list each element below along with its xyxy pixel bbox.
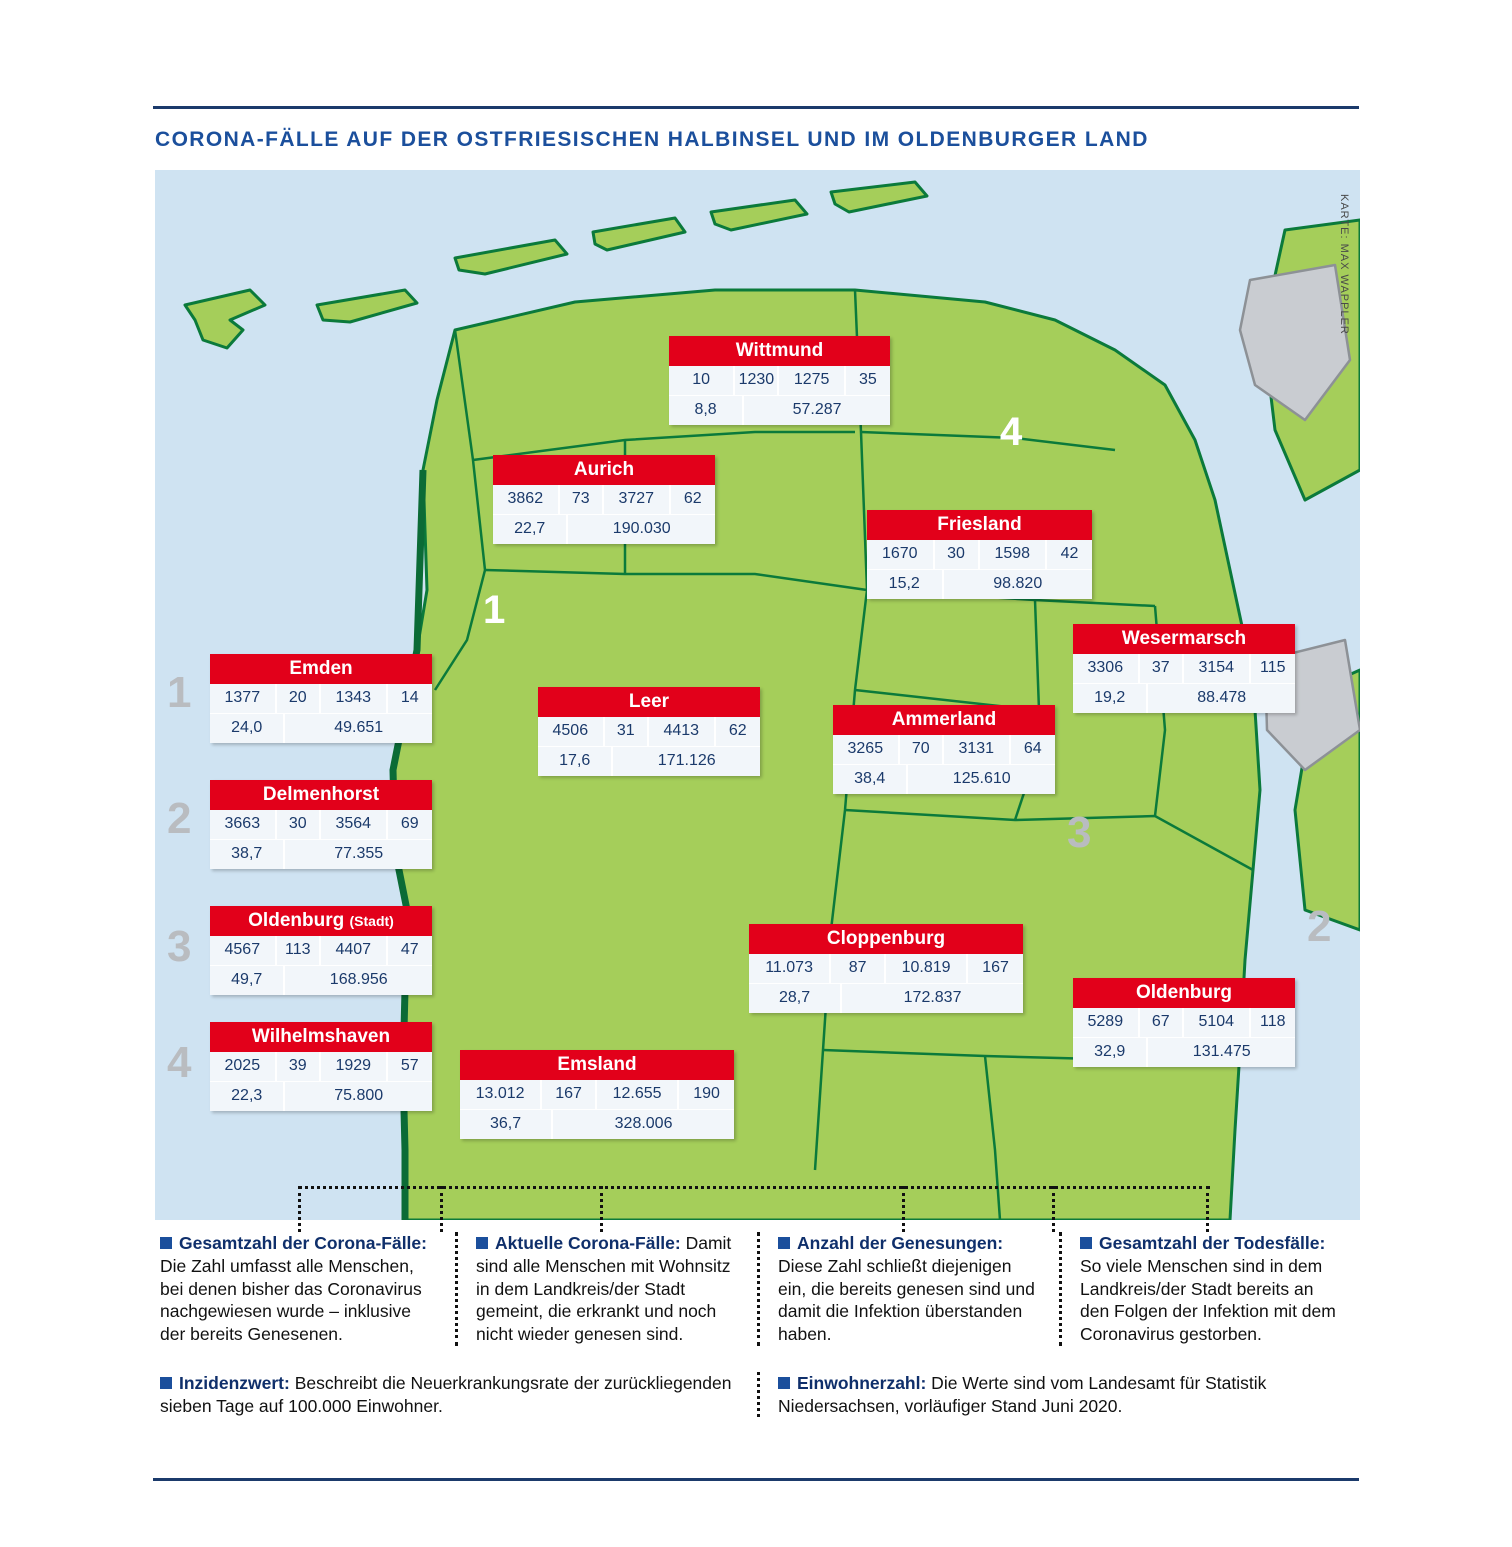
region-row-counts (669, 366, 890, 396)
map-marker-2: 2 (1307, 902, 1332, 951)
region-row-meta (493, 515, 715, 544)
legend-title: Inzidenzwert: (179, 1372, 290, 1393)
legend-columns (155, 1232, 1360, 1346)
legend-title: Aktuelle Corona-Fälle: (495, 1233, 681, 1253)
legend-guide-3 (600, 1186, 603, 1232)
incidence-value: 38,4 (833, 765, 908, 794)
legend-item-incidence (155, 1372, 757, 1418)
region-title: Ammerland (833, 705, 1055, 735)
recovered-cases: 1929 (321, 1052, 388, 1081)
region-title: Aurich (493, 455, 715, 485)
incidence-value: 36,7 (460, 1110, 553, 1139)
region-title: Oldenburg (1073, 978, 1295, 1008)
region-row-counts (833, 735, 1055, 765)
legend-guide-4 (902, 1186, 905, 1232)
legend-guide-1 (298, 1186, 301, 1232)
region-row-counts (210, 1052, 432, 1082)
region-row-counts (749, 954, 1023, 984)
recovered-cases: 3727 (604, 485, 671, 514)
incidence-value: 38,7 (210, 840, 285, 869)
region-title: Cloppenburg (749, 924, 1023, 954)
population-value: 49.651 (334, 719, 384, 736)
region-row-counts (1073, 1008, 1295, 1038)
recovered-cases: 12.655 (597, 1080, 679, 1109)
incidence-value: 22,7 (493, 515, 568, 544)
active-cases: 87 (831, 954, 886, 983)
population-value: 98.820 (993, 575, 1043, 592)
region-box-cloppenburg[interactable] (749, 924, 1023, 1013)
region-box-wesermarsch[interactable] (1073, 624, 1295, 713)
legend-guide-horizontal (298, 1186, 1210, 1189)
bullet-square-icon (160, 1377, 172, 1389)
legend (155, 1232, 1360, 1417)
active-cases: 167 (542, 1080, 597, 1109)
recovered-cases: 3154 (1184, 654, 1251, 683)
total-cases: 3663 (210, 810, 277, 839)
active-cases: 113 (277, 936, 321, 965)
island-4 (593, 218, 685, 250)
population-value: 190.030 (612, 520, 671, 537)
bullet-square-icon (1080, 1237, 1092, 1249)
population-value: 172.837 (903, 989, 962, 1006)
region-row-counts (1073, 654, 1295, 684)
bullet-square-icon (160, 1237, 172, 1249)
active-cases: 30 (935, 540, 980, 569)
region-row-meta (210, 840, 432, 869)
incidence-value: 19,2 (1073, 684, 1148, 713)
total-cases: 5289 (1073, 1008, 1140, 1037)
total-cases: 11.073 (749, 954, 831, 983)
incidence-value: 8,8 (669, 396, 744, 425)
incidence-value: 32,9 (1073, 1038, 1148, 1067)
legend-title: Gesamtzahl der Todesfälle: (1099, 1233, 1326, 1253)
death-cases: 69 (400, 815, 419, 832)
death-cases: 64 (1023, 740, 1042, 757)
incidence-value: 15,2 (867, 570, 944, 599)
active-cases: 67 (1140, 1008, 1184, 1037)
population-value: 171.126 (657, 752, 716, 769)
region-row-counts (460, 1080, 734, 1110)
legend-body: Beschreibt die Neuerkrankungsrate der zurückliegenden sieben Tage auf 100.000 Einwohner. (160, 1372, 732, 1416)
map-marker-4: 4 (1000, 410, 1023, 454)
incidence-value: 49,7 (210, 966, 285, 995)
death-cases: 167 (982, 959, 1009, 976)
map-marker-3: 3 (1067, 808, 1092, 857)
region-box-emden[interactable] (210, 654, 432, 743)
legend-guide-2 (440, 1186, 443, 1232)
region-box-aurich[interactable] (493, 455, 715, 544)
recovered-cases: 3564 (321, 810, 388, 839)
region-row-counts (210, 936, 432, 966)
island-2 (317, 290, 417, 322)
region-title: Wittmund (669, 336, 890, 366)
sidebar-number-1: 1 (167, 668, 192, 717)
region-title: Wilhelmshaven (210, 1022, 432, 1052)
population-value: 125.610 (952, 770, 1011, 787)
region-row-meta (1073, 684, 1295, 713)
bullet-square-icon (476, 1237, 488, 1249)
region-title: Oldenburg (Stadt) (210, 906, 432, 936)
legend-body: Diese Zahl schließt diejenigen ein, die bereits genesen sind und damit die Infektion überstanden haben. (778, 1255, 1035, 1344)
region-row-meta (749, 984, 1023, 1013)
total-cases: 4506 (538, 717, 605, 746)
recovered-cases: 1343 (321, 684, 388, 713)
legend-item-total (155, 1232, 455, 1346)
active-cases: 73 (560, 485, 604, 514)
sidebar-number-3: 3 (167, 922, 192, 971)
incidence-value: 17,6 (538, 747, 613, 776)
total-cases: 3265 (833, 735, 900, 764)
population-value: 328.006 (614, 1115, 673, 1132)
legend-item-active (455, 1232, 757, 1346)
legend-text (476, 1232, 739, 1346)
legend-text (160, 1372, 735, 1418)
recovered-cases: 4413 (649, 717, 716, 746)
region-title: Emden (210, 654, 432, 684)
region-row-meta (867, 570, 1092, 599)
page-title: CORONA-FÄLLE AUF DER OSTFRIESISCHEN HALBINSEL UND IM OLDENBURGER LAND (155, 128, 1149, 151)
region-row-meta (210, 714, 432, 743)
recovered-cases: 1275 (779, 366, 845, 395)
incidence-value: 28,7 (749, 984, 842, 1013)
population-value: 88.478 (1197, 689, 1247, 706)
legend-text (160, 1232, 437, 1346)
bottom-rule (153, 1478, 1359, 1481)
legend-item-recovered (757, 1232, 1059, 1346)
death-cases: 57 (400, 1057, 419, 1074)
legend-guide-5 (1052, 1186, 1055, 1232)
legend-body: So viele Menschen sind in dem Landkreis/der Stadt bereits an den Folgen der Infektion mit dem Coronavirus gestorben. (1080, 1255, 1336, 1344)
region-row-counts (538, 717, 760, 747)
top-rule (153, 106, 1359, 109)
active-cases: 30 (277, 810, 321, 839)
incidence-value: 22,3 (210, 1082, 285, 1111)
island-3 (455, 240, 567, 274)
total-cases: 2025 (210, 1052, 277, 1081)
legend-body: Die Werte sind vom Landesamt für Statistik Niedersachsen, vorläufiger Stand Juni 2020. (778, 1372, 1267, 1416)
region-title: Leer (538, 687, 760, 717)
total-cases: 13.012 (460, 1080, 542, 1109)
active-cases: 1230 (735, 366, 779, 395)
total-cases: 3306 (1073, 654, 1140, 683)
legend-text (778, 1372, 1360, 1418)
recovered-cases: 10.819 (886, 954, 968, 983)
death-cases: 35 (858, 371, 877, 388)
region-box-wilhelmshaven[interactable] (210, 1022, 432, 1111)
island-1 (185, 290, 265, 348)
region-row-meta (669, 396, 890, 425)
legend-footer (155, 1372, 1360, 1418)
region-row-meta (460, 1110, 734, 1139)
incidence-value: 24,0 (210, 714, 285, 743)
region-row-meta (210, 1082, 432, 1111)
population-value: 77.355 (334, 845, 384, 862)
region-box-emsland[interactable] (460, 1050, 734, 1139)
total-cases: 4567 (210, 936, 277, 965)
recovered-cases: 1598 (980, 540, 1048, 569)
active-cases: 20 (277, 684, 321, 713)
region-box-wittmund[interactable] (669, 336, 890, 425)
region-box-delmenhorst[interactable] (210, 780, 432, 869)
population-value: 168.956 (329, 971, 388, 988)
active-cases: 31 (605, 717, 649, 746)
region-row-meta (1073, 1038, 1295, 1067)
region-box-oldenburg-stadt[interactable] (210, 906, 432, 995)
legend-item-deaths (1059, 1232, 1359, 1346)
total-cases: 10 (669, 366, 735, 395)
region-box-ammerland[interactable] (833, 705, 1055, 794)
map-credit: KARTE: MAX WAPPLER (1338, 194, 1350, 335)
population-value: 131.475 (1192, 1043, 1251, 1060)
death-cases: 42 (1060, 545, 1079, 562)
region-title: Wesermarsch (1073, 624, 1295, 654)
death-cases: 118 (1260, 1013, 1286, 1030)
death-cases: 190 (693, 1085, 720, 1102)
total-cases: 1670 (867, 540, 935, 569)
island-5 (711, 200, 807, 230)
legend-title: Gesamtzahl der Corona-Fälle: (179, 1233, 427, 1253)
population-value: 57.287 (792, 401, 842, 418)
sidebar-number-2: 2 (167, 794, 192, 843)
population-value: 75.800 (334, 1087, 384, 1104)
island-6 (831, 182, 927, 212)
region-row-counts (493, 485, 715, 515)
map-marker-1: 1 (483, 588, 506, 632)
region-title: Friesland (867, 510, 1092, 540)
region-row-meta (538, 747, 760, 776)
death-cases: 14 (400, 689, 419, 706)
legend-title: Einwohnerzahl: (797, 1372, 927, 1393)
bullet-square-icon (778, 1377, 790, 1389)
sidebar-number-4: 4 (167, 1038, 192, 1087)
legend-title: Anzahl der Genesungen: (797, 1233, 1004, 1253)
total-cases: 3862 (493, 485, 560, 514)
region-box-friesland[interactable] (867, 510, 1092, 599)
map-canvas (155, 170, 1360, 1220)
active-cases: 39 (277, 1052, 321, 1081)
death-cases: 62 (728, 722, 747, 739)
death-cases: 62 (683, 490, 702, 507)
recovered-cases: 4407 (321, 936, 388, 965)
legend-item-population (757, 1372, 1360, 1418)
region-title: Emsland (460, 1050, 734, 1080)
legend-text (1080, 1232, 1341, 1346)
bullet-square-icon (778, 1237, 790, 1249)
recovered-cases: 3131 (944, 735, 1011, 764)
region-row-meta (210, 966, 432, 995)
region-row-counts (867, 540, 1092, 570)
legend-body: Damit sind alle Menschen mit Wohnsitz in dem Landkreis/der Stadt gemeint, die erkrankt und noch nicht wieder genesen sind. (476, 1233, 732, 1344)
region-box-leer[interactable] (538, 687, 760, 776)
death-cases: 47 (400, 941, 419, 958)
legend-text (778, 1232, 1041, 1346)
recovered-cases: 5104 (1184, 1008, 1251, 1037)
region-box-oldenburg-kreis[interactable] (1073, 978, 1295, 1067)
region-row-meta (833, 765, 1055, 794)
region-row-counts (210, 810, 432, 840)
active-cases: 37 (1140, 654, 1184, 683)
region-title: Delmenhorst (210, 780, 432, 810)
death-cases: 115 (1260, 659, 1286, 676)
total-cases: 1377 (210, 684, 277, 713)
legend-guide-6 (1206, 1186, 1209, 1232)
region-row-counts (210, 684, 432, 714)
active-cases: 70 (900, 735, 944, 764)
legend-body: Die Zahl umfasst alle Menschen, bei denen bisher das Coronavirus nachgewiesen wurde – inklusive der bereits Genesenen. (160, 1255, 422, 1344)
